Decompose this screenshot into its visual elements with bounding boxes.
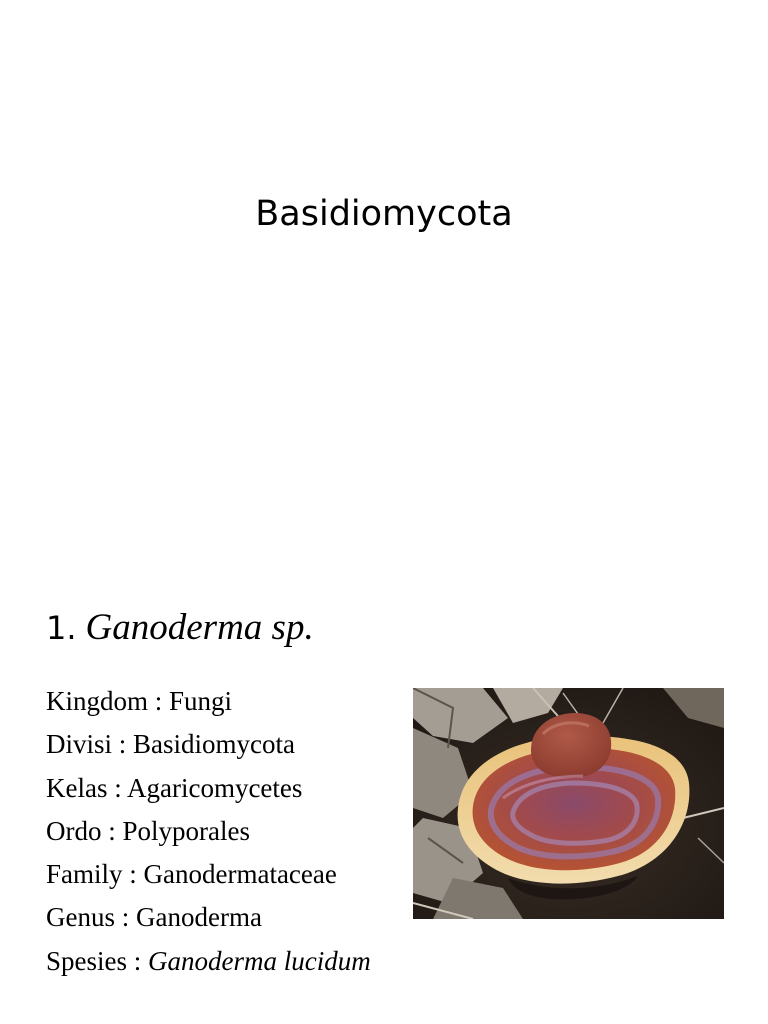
section-name: Ganoderma sp.	[85, 607, 314, 648]
spesies-name: Ganoderma lucidum	[148, 945, 371, 976]
taxonomy-kingdom: Kingdom : Fungi	[46, 686, 233, 716]
taxonomy-family: Family : Ganodermataceae	[46, 859, 337, 890]
taxonomy-genus: Genus : Ganoderma	[46, 902, 262, 933]
taxonomy-kelas: Kelas : Agaricomycetes	[46, 772, 303, 803]
taxonomy-divisi: Divisi : Basidiomycota	[46, 729, 295, 760]
taxonomy-spesies	[46, 940, 371, 983]
page-title: Basidiomycota	[255, 194, 513, 234]
mushroom-photo	[413, 688, 724, 919]
taxonomy-ordo: Ordo : Polyporales	[46, 815, 250, 846]
taxonomy-list	[46, 680, 371, 983]
section-heading	[46, 604, 314, 651]
spesies-label: Spesies :	[46, 945, 149, 976]
section-number: 1.	[46, 609, 77, 647]
